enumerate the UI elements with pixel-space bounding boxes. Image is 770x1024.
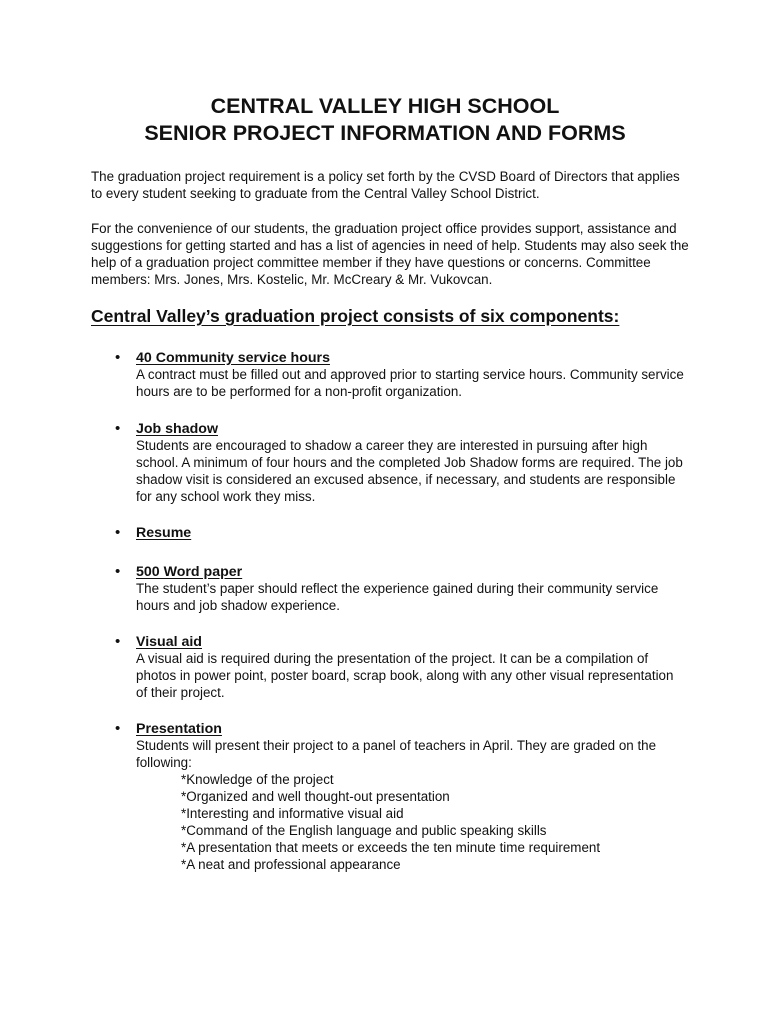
component-title: 40 Community service hours [136,350,330,366]
components-heading: Central Valley’s graduation project consists of six components: [91,306,620,326]
criteria-item: *A neat and professional appearance [181,857,401,872]
component-description: A visual aid is required during the presentation of the project. It can be a compilation of photos in power point, poster board, scrap book, along with any other visual representation of their project. [136,651,674,700]
component-description: A contract must be filled out and approved prior to starting service hours. Community service hours are to be performed for a non-profit organization. [136,367,684,399]
bullet-icon: • [115,633,121,650]
intro-paragraph-2: For the convenience of our students, the graduation project office provides support, assistance and suggestions for getting started and has a list of agencies in need of help. Students may also seek the help of a graduation project committee member if they have questions or concerns. Committee members: Mrs. Jones, Mrs. Kostelic, Mr. McCreary & Mr. Vukovcan. [91,221,689,287]
criteria-item: *A presentation that meets or exceeds the ten minute time requirement [181,840,601,855]
component-title: Presentation [136,721,222,737]
page-title [0,93,770,147]
component-title: Job shadow [136,421,218,437]
bullet-icon: • [115,349,121,366]
bullet-icon: • [115,720,121,737]
criteria-item: *Interesting and informative visual aid [181,806,404,821]
intro-paragraph-1: The graduation project requirement is a policy set forth by the CVSD Board of Directors that applies to every student seeking to graduate from the Central Valley School District. [91,169,680,201]
criteria-item: *Organized and well thought-out presentation [181,789,450,804]
bullet-icon: • [115,563,121,580]
component-description: Students will present their project to a panel of teachers in April. They are graded on the following: [136,738,657,770]
title-line-1: CENTRAL VALLEY HIGH SCHOOL [210,94,560,118]
bullet-icon: • [115,524,121,541]
bullet-icon: • [115,420,121,437]
criteria-item: *Command of the English language and public speaking skills [181,823,547,838]
component-description: The student’s paper should reflect the experience gained during their community service hours and job shadow experience. [136,581,659,613]
component-title: 500 Word paper [136,564,243,580]
component-title: Resume [136,525,192,541]
component-title: Visual aid [136,634,202,650]
title-line-2: SENIOR PROJECT INFORMATION AND FORMS [144,121,626,145]
criteria-item: *Knowledge of the project [181,772,334,787]
presentation-criteria-list [181,771,661,873]
component-description: Students are encouraged to shadow a career they are interested in pursuing after high school. A minimum of four hours and the completed Job Shadow forms are required. The job shadow visit is considered an excused absence, if necessary, and students are responsible for any school work they miss. [136,438,683,504]
